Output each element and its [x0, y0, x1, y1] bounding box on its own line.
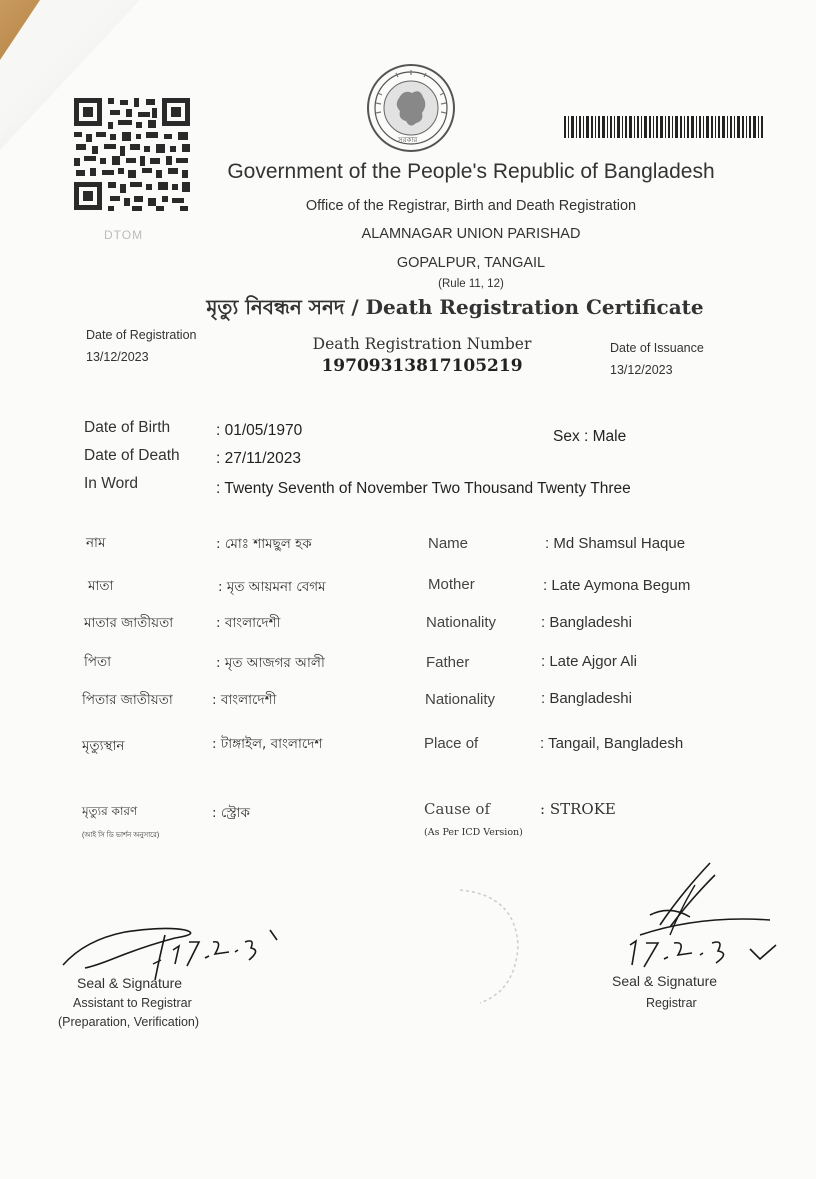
seal-caption: সরকার — [398, 137, 418, 144]
qr-caption: DTOM — [104, 228, 144, 242]
bn-mother-nationality-label: মাতার জাতীয়তা — [84, 615, 174, 631]
rule-reference: (Rule 11, 12) — [438, 278, 504, 290]
assistant-role: Assistant to Registrar — [73, 996, 192, 1010]
bn-cause-note: (আই সি ডি ভার্শন অনুসারে) — [82, 832, 160, 839]
certificate-title: মৃত্যু নিবন্ধন সনদ / Death Registration Certificate — [206, 295, 704, 319]
bn-name-label: নাম — [86, 535, 106, 551]
father-label: Father — [426, 654, 470, 671]
bn-father-nationality-label: পিতার জাতীয়তা — [82, 692, 173, 708]
in-word-value: : Twenty Seventh of November Two Thousand Twenty Three — [216, 480, 631, 497]
sex-value: Sex : Male — [553, 428, 627, 445]
mother-label: Mother — [428, 576, 475, 593]
bn-father-value: : মৃত আজগর আলী — [216, 655, 325, 671]
cause-value: : STROKE — [540, 800, 616, 818]
mother-value: : Late Aymona Begum — [543, 577, 691, 594]
date-of-issuance-value: 13/12/2023 — [610, 363, 673, 377]
office-title: Office of the Registrar, Birth and Death Registration — [305, 198, 637, 214]
cause-note: (As Per ICD Version) — [424, 827, 523, 838]
name-label: Name — [428, 535, 469, 552]
assistant-role-detail: (Preparation, Verification) — [58, 1015, 200, 1029]
registration-number: 19709313817105219 — [321, 356, 523, 376]
father-nationality-label: Nationality — [425, 691, 496, 708]
bn-mother-nationality-value: : বাংলাদেশী — [216, 615, 281, 631]
cause-label: Cause of — [424, 800, 491, 818]
father-nationality-value: : Bangladeshi — [541, 690, 632, 707]
date-of-issuance-label: Date of Issuance — [610, 341, 704, 355]
date-of-death-label: Date of Death — [84, 447, 180, 464]
bn-cause-label: মৃত্যুর কারণ — [82, 804, 138, 818]
faint-stamp-icon — [420, 885, 530, 1005]
date-of-death-value: : 27/11/2023 — [216, 450, 302, 467]
registrar-role: Registrar — [646, 996, 697, 1010]
bn-father-label: পিতা — [84, 654, 112, 670]
bn-cause-value: : স্ট্রোক — [212, 805, 250, 821]
bn-place-of-death-label: মৃত্যুস্থান — [82, 738, 125, 754]
place-of-death-value: : Tangail, Bangladesh — [540, 735, 684, 752]
bn-mother-label: মাতা — [88, 578, 114, 594]
registrar-seal-title: Seal & Signature — [612, 973, 718, 989]
bn-name-value: : মোঃ শামছুল হক — [216, 536, 312, 552]
mother-nationality-value: : Bangladeshi — [541, 614, 632, 631]
date-of-registration-value: 13/12/2023 — [86, 350, 149, 364]
location-name: GOPALPUR, TANGAIL — [396, 255, 546, 271]
date-of-birth-value: : 01/05/1970 — [216, 422, 303, 439]
bn-mother-value: : মৃত আয়মনা বেগম — [218, 579, 326, 595]
government-title: Government of the People's Republic of Bangladesh — [227, 160, 715, 183]
bn-place-of-death-value: : টাঙ্গাইল, বাংলাদেশ — [212, 736, 323, 752]
registration-number-label: Death Registration Number — [312, 335, 532, 353]
place-of-death-label: Place of — [424, 735, 479, 752]
mother-nationality-label: Nationality — [426, 614, 497, 631]
name-value: : Md Shamsul Haque — [545, 535, 686, 552]
qr-code — [72, 96, 192, 212]
date-of-registration-label: Date of Registration — [86, 328, 197, 342]
barcode — [564, 116, 764, 138]
bn-father-nationality-value: : বাংলাদেশী — [212, 692, 277, 708]
assistant-seal-title: Seal & Signature — [77, 975, 183, 991]
father-value: : Late Ajgor Ali — [541, 653, 637, 670]
date-of-birth-label: Date of Birth — [84, 419, 171, 436]
union-name: ALAMNAGAR UNION PARISHAD — [361, 226, 581, 242]
registrar-signature-icon — [600, 855, 790, 985]
in-word-label: In Word — [84, 475, 138, 492]
